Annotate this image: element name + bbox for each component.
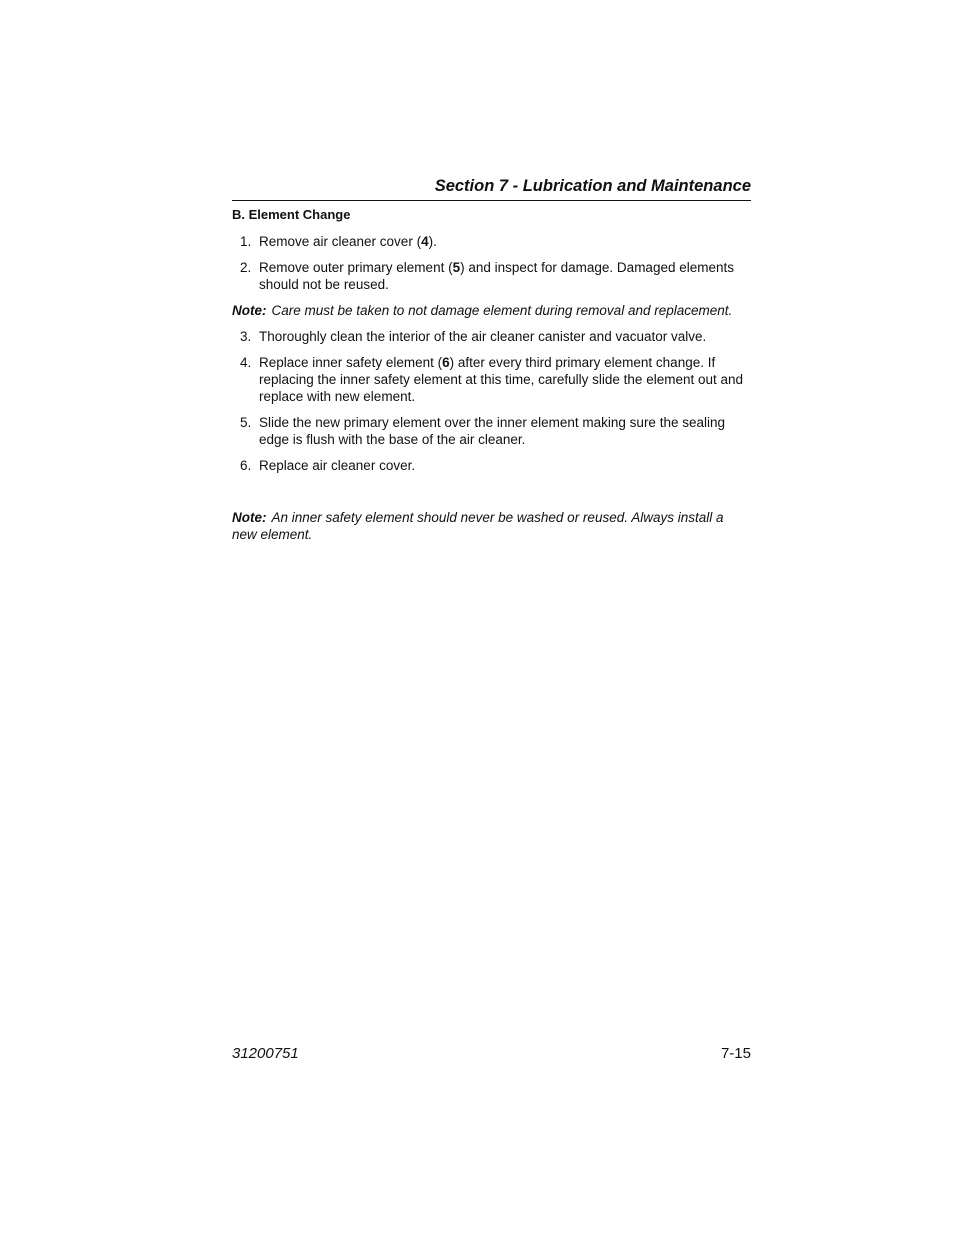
step-number: 2. xyxy=(240,260,252,275)
manual-page xyxy=(232,0,751,1235)
callout-number: 6 xyxy=(442,355,450,370)
document-number: 31200751 xyxy=(232,1045,299,1062)
note-block xyxy=(232,302,751,319)
step-text: Replace inner safety element (6) after every third primary element change. If replacing the inner safety element at this time, carefully slide the element out and replace with new element. xyxy=(259,355,744,404)
step-number: 6. xyxy=(240,458,252,473)
step-item xyxy=(232,233,751,250)
step-item xyxy=(232,457,751,474)
step-item xyxy=(232,328,751,345)
step-text: Replace air cleaner cover. xyxy=(259,458,416,473)
step-text: Thoroughly clean the interior of the air cleaner canister and vacuator valve. xyxy=(259,329,707,344)
header-rule xyxy=(232,200,751,201)
note-text: Care must be taken to not damage element during removal and replacement. xyxy=(271,303,733,318)
section-title: Section 7 - Lubrication and Maintenance xyxy=(434,177,751,195)
page-number: 7-15 xyxy=(720,1045,751,1062)
page-content xyxy=(232,206,751,552)
step-number: 5. xyxy=(240,415,252,430)
step-number: 3. xyxy=(240,329,252,344)
callout-number: 4 xyxy=(421,234,429,249)
step-number: 1. xyxy=(240,234,252,249)
note-label: Note: xyxy=(232,303,267,318)
subheading: B. Element Change xyxy=(232,207,351,222)
note-text: An inner safety element should never be washed or reused. Always install a new element. xyxy=(232,510,724,542)
callout-number: 5 xyxy=(452,260,461,275)
note-block xyxy=(232,509,751,543)
step-item xyxy=(232,414,751,448)
step-item xyxy=(232,354,751,405)
step-text: Remove outer primary element (5) and inspect for damage. Damaged elements should not be reused. xyxy=(259,260,734,292)
note-label: Note: xyxy=(232,510,267,525)
step-text: Slide the new primary element over the inner element making sure the sealing edge is flush with the base of the air cleaner. xyxy=(259,415,725,447)
step-text: Remove air cleaner cover (4). xyxy=(259,234,437,249)
step-item xyxy=(232,259,751,293)
step-number: 4. xyxy=(240,355,252,370)
